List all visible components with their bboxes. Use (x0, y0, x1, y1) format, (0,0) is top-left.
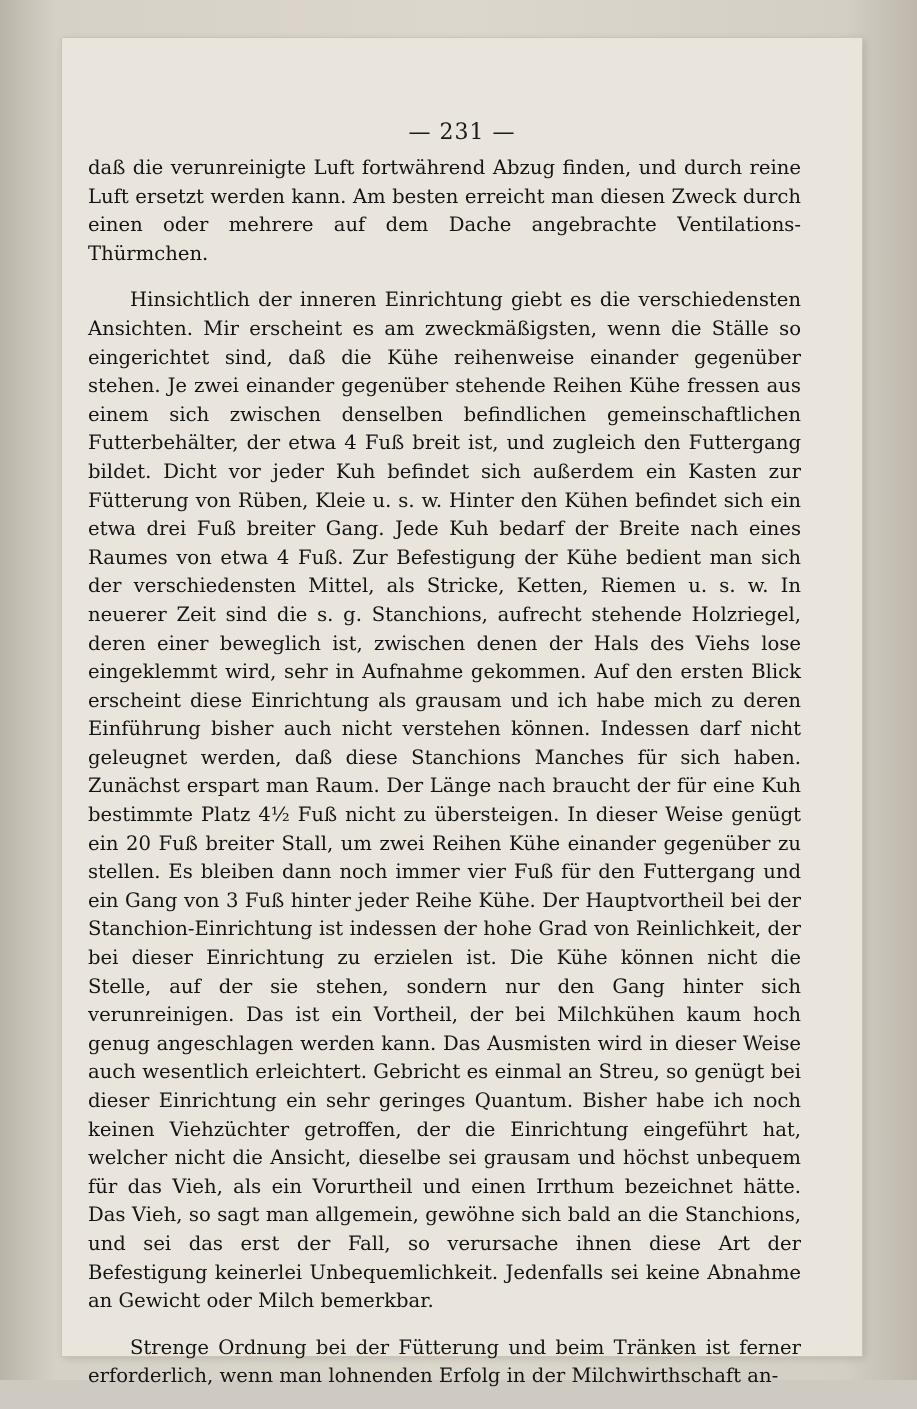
paragraph-feeding-order: Strenge Ordnung bei der Fütterung und beim Tränken ist ferner erforderlich, wenn man lohnenden Erfolg in der Milchwirthschaft an- (88, 1335, 801, 1388)
paragraph-interior-arrangement: Hinsichtlich der inneren Einrichtung giebt es die verschiedensten Ansichten. Mir erscheint es am zweckmäßigsten, wenn die Ställe so eingerichtet sind, daß die Kühe reihenweise einander gegenüber stehen. Je zwei einander gegenüber stehende Reihen Kühe fressen aus einem sich zwischen denselben befindlichen gemeinschaftlichen Futterbehälter, der etwa 4 Fuß breit ist, und zugleich den Futtergang bildet. Dicht vor jeder Kuh befindet sich außerdem ein Kasten zur Fütterung von Rüben, Kleie u. s. w. Hinter den Kühen befindet sich ein etwa drei Fuß breiter Gang. Jede Kuh bedarf der Breite nach eines Raumes von etwa 4 Fuß. Zur Befestigung der Kühe bedient man sich der verschiedensten Mittel, als Stricke, Ketten, Riemen u. s. w. In neuerer Zeit sind die s. g. Stanchions, aufrecht stehende Holzriegel, deren einer beweglich ist, zwischen denen der Hals des Viehs lose eingeklemmt wird, sehr in Aufnahme gekommen. Auf den ersten Blick erscheint diese Einrichtung als grausam und ich habe mich zu deren Einführung bisher auch nicht verstehen können. Indessen darf nicht geleugnet werden, daß diese Stanchions Manches für sich haben. Zunächst erspart man Raum. Der Länge nach braucht der für eine Kuh bestimmte Platz 4½ Fuß nicht zu übersteigen. In dieser Weise genügt ein 20 Fuß breiter Stall, um zwei Reihen Kühe einander gegenüber zu stellen. Es bleiben dann noch immer vier Fuß für den Futtergang und ein Gang von 3 Fuß hinter jeder Reihe Kühe. Der Hauptvortheil bei der Stanchion-Einrichtung ist indessen der hohe Grad von Reinlichkeit, der bei dieser Einrichtung zu erzielen ist. Die Kühe können nicht die Stelle, auf der sie stehen, sondern nur den Gang hinter sich verunreinigen. Das ist ein Vortheil, der bei Milchkühen kaum hoch genug angeschlagen werden kann. Das Ausmisten wird in dieser Weise auch wesentlich erleichtert. Gebricht es einmal an Streu, so genügt bei dieser Einrichtung ein sehr geringes Quantum. Bisher habe ich noch keinen Viehzüchter getroffen, der die Einrichtung eingeführt hat, welcher nicht die Ansicht, dieselbe sei grausam und höchst unbequem für das Vieh, als ein Vorurtheil und einen Irrthum bezeichnet hätte. Das Vieh, so sagt man allgemein, gewöhne sich bald an die Stanchions, und sei das erst der Fall, so verursache ihnen diese Art der Befestigung keinerlei Unbequemlichkeit. Jedenfalls sei keine Abnahme an Gewicht oder Milch bemerkbar. (88, 288, 801, 1313)
page-body (88, 154, 801, 1409)
book-page (62, 38, 862, 1388)
paragraph-continuation: daß die verunreinigte Luft fortwährend Abzug finden, und durch reine Luft ersetzt werden kann. Am besten erreicht man diesen Zweck durch einen oder mehrere auf dem Dache angebrachte Ventilations-Thürmchen. (88, 156, 801, 265)
page-number: — 231 — (408, 120, 516, 145)
